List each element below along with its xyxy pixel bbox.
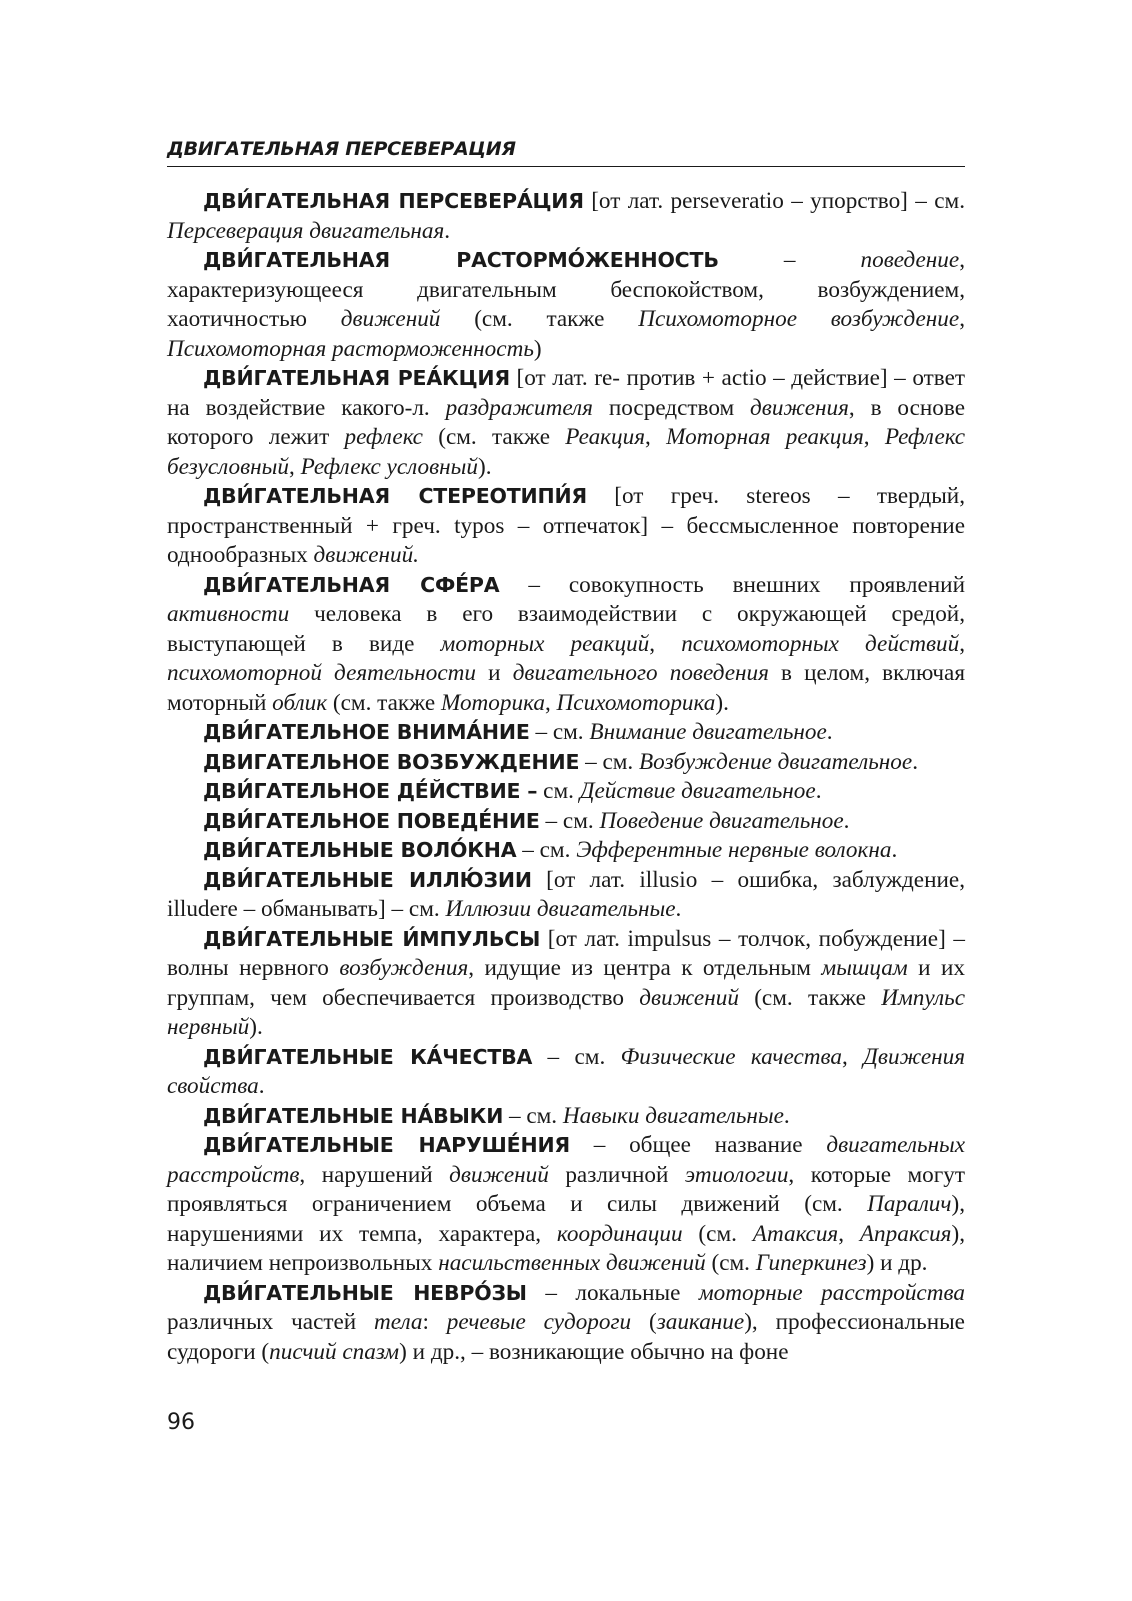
definition-text: различных частей	[167, 1309, 375, 1335]
entry-term: ДВИГАТЕЛЬНОЕ ВОЗБУЖДЕНИЕ	[203, 749, 580, 774]
entry-term: ДВИ́ГАТЕЛЬНЫЕ ВОЛО́КНА	[203, 838, 517, 862]
definition-text: .	[912, 748, 918, 775]
cross-reference: движений.	[313, 542, 419, 568]
cross-reference: насильственных движений	[438, 1250, 706, 1276]
cross-reference: Иллюзии двигательные	[445, 896, 676, 922]
definition-text: ).	[715, 689, 729, 716]
definition-text: – см.	[529, 719, 590, 745]
definition-text: [от лат. impulsus – толчок, побуждение] – волны нервного	[167, 925, 965, 981]
cross-reference: облик	[272, 689, 328, 716]
definition-text: , нарушений	[299, 1161, 450, 1188]
dictionary-entry	[167, 571, 965, 719]
dictionary-entry	[167, 866, 965, 925]
cross-reference: Паралич	[867, 1191, 952, 1217]
definition-text: – совокупность внешних проявлений	[499, 571, 965, 598]
definition-text: и их группам, чем обеспечивается производство	[167, 955, 965, 1011]
definition-text: .	[815, 778, 822, 804]
dictionary-entry	[167, 1043, 965, 1102]
definition-text: ,	[959, 306, 965, 332]
cross-reference: Движения свойства	[167, 1043, 965, 1099]
cross-reference: Эфферентные нервные волокна	[576, 837, 892, 863]
cross-reference: Психомоторика	[556, 689, 716, 716]
cross-reference: Импульс нервный	[167, 984, 966, 1040]
cross-reference: Рефлекс условный	[300, 453, 478, 480]
definition-text: ,	[842, 1043, 864, 1070]
dictionary-entry	[167, 748, 965, 778]
cross-reference: раздражителя	[445, 394, 593, 421]
definition-text: – см.	[516, 837, 577, 863]
entry-term: ДВИ́ГАТЕЛЬНОЕ ВНИМА́НИЕ	[203, 720, 530, 744]
cross-reference: Апраксия	[859, 1220, 952, 1247]
cross-reference: Возбуждение двигательное	[639, 748, 913, 775]
cross-reference: заикание	[656, 1309, 745, 1335]
cross-reference: Реакция	[565, 424, 645, 450]
entry-term: ДВИ́ГАТЕЛЬНОЕ ПОВЕДЕ́НИЕ	[203, 808, 540, 833]
definition-text: , идущие из центра к отдельным	[468, 955, 822, 981]
entry-term: ДВИ́ГАТЕЛЬНАЯ СФЕ́РА	[203, 572, 500, 597]
definition-text: – см.	[532, 1043, 621, 1070]
cross-reference: этиологии	[684, 1161, 789, 1188]
cross-reference: рефлекс	[344, 424, 423, 450]
cross-reference: Внимание двигательное	[589, 719, 827, 745]
entry-term: ДВИ́ГАТЕЛЬНЫЕ НА́ВЫКИ	[203, 1103, 504, 1128]
definition-text: ), наличием непроизвольных	[167, 1220, 965, 1276]
entries-list	[167, 187, 965, 1367]
definition-text: (см.	[705, 1250, 756, 1276]
definition-text: – см.	[539, 807, 600, 834]
definition-text: (см. также	[440, 306, 639, 332]
dictionary-page	[167, 0, 965, 1601]
dictionary-entry	[167, 718, 965, 748]
definition-text: , в основе которого лежит	[167, 394, 965, 450]
dictionary-entry	[167, 807, 965, 837]
cross-reference: психомоторных действий	[681, 630, 960, 657]
cross-reference: двигательного поведения	[512, 660, 769, 686]
running-head: ДВИГАТЕЛЬНАЯ ПЕРСЕВЕРАЦИЯ	[167, 138, 965, 167]
definition-text: ) и др.	[866, 1250, 928, 1276]
cross-reference: Гиперкинез	[755, 1250, 867, 1276]
definition-text: ), профессиональные судороги (	[167, 1309, 965, 1365]
definition-text: – см.	[579, 748, 640, 775]
definition-text: .	[258, 1073, 265, 1099]
dictionary-entry	[167, 482, 965, 571]
cross-reference: Моторика	[440, 689, 545, 716]
definition-text: .	[826, 719, 833, 745]
definition-text: ,	[959, 630, 966, 657]
cross-reference: активности	[167, 601, 290, 627]
definition-text: .	[675, 896, 682, 922]
definition-text: различной	[548, 1161, 685, 1188]
definition-text: ), нарушениями их темпа, характера,	[167, 1191, 965, 1247]
definition-text: ) и др., – возникающие обычно на фоне	[399, 1338, 789, 1365]
cross-reference: тела	[374, 1309, 423, 1335]
cross-reference: Моторная реакция	[666, 424, 864, 450]
cross-reference: координации	[556, 1220, 683, 1247]
definition-text: ).	[249, 1014, 263, 1040]
dictionary-entry	[167, 364, 965, 482]
cross-reference: поведение	[860, 247, 960, 273]
definition-text: .	[783, 1102, 790, 1129]
definition-text: посредством	[592, 394, 751, 421]
entry-term: ДВИ́ГАТЕЛЬНАЯ ПЕРСЕВЕРА́ЦИЯ	[203, 189, 584, 213]
entry-term: ДВИ́ГАТЕЛЬНЫЕ КА́ЧЕСТВА	[203, 1044, 533, 1069]
cross-reference: писчий спазм	[269, 1338, 400, 1365]
entry-term: ДВИ́ГАТЕЛЬНЫЕ НЕВРО́ЗЫ	[203, 1280, 527, 1305]
definition-text: ).	[477, 453, 492, 480]
cross-reference: двигательных расстройств	[167, 1132, 965, 1188]
definition-text: )	[533, 335, 542, 362]
entry-term: ДВИ́ГАТЕЛЬНЫЕ НАРУШЕ́НИЯ	[203, 1133, 570, 1157]
definition-text: .	[843, 807, 850, 834]
definition-text: (см. также	[327, 689, 441, 716]
cross-reference: психомоторной деятельности	[167, 660, 476, 686]
definition-text: (см. также	[738, 984, 882, 1011]
definition-text: ,	[645, 424, 667, 450]
dictionary-entry	[167, 777, 965, 807]
definition-text: ,	[544, 689, 557, 716]
entry-term: ДВИ́ГАТЕЛЬНАЯ РЕА́КЦИЯ	[203, 366, 510, 390]
dictionary-entry	[167, 1102, 965, 1132]
definition-text: в целом, включая моторный	[167, 660, 965, 716]
definition-text: [от греч. stereos – твердый, пространственный + греч. typos – отпечаток] – бессмысленное повторение однообразных	[167, 483, 965, 568]
cross-reference: Рефлекс безусловный	[167, 424, 966, 480]
entry-term: ДВИ́ГАТЕЛЬНОЕ ДЕ́ЙСТВИЕ –	[203, 779, 538, 803]
definition-text: [от лат. re- против + actio – действие] – ответ на воздействие какого-л.	[167, 365, 965, 421]
definition-text: [от лат. perseveratio – упорство] – см.	[583, 188, 966, 214]
dictionary-entry	[167, 187, 965, 246]
cross-reference: Навыки двигательные	[562, 1102, 784, 1129]
cross-reference: мышцам	[821, 955, 908, 981]
entry-term: ДВИ́ГАТЕЛЬНЫЕ И́МПУЛЬСЫ	[203, 926, 541, 951]
cross-reference: движений	[639, 984, 739, 1011]
cross-reference: речевые судороги	[446, 1309, 632, 1335]
definition-text: ,	[863, 424, 885, 450]
definition-text: (см. также	[422, 424, 566, 450]
page-number: 96	[167, 1410, 195, 1435]
entry-term: ДВИ́ГАТЕЛЬНЫЕ ИЛЛЮ́ЗИИ	[203, 867, 532, 892]
cross-reference: Атаксия	[752, 1220, 839, 1247]
definition-text: (см.	[682, 1220, 753, 1247]
dictionary-entry	[167, 1279, 965, 1368]
definition-text: ,	[649, 630, 682, 657]
definition-text: , которые могут проявляться ограничением объема и силы движений (см.	[167, 1161, 965, 1217]
dictionary-entry	[167, 246, 965, 364]
cross-reference: моторные расстройства	[698, 1279, 965, 1306]
definition-text: .	[891, 837, 898, 863]
definition-text: и	[476, 660, 513, 686]
cross-reference: Физические качества	[620, 1043, 843, 1070]
cross-reference: возбуждения	[339, 955, 469, 981]
dictionary-entry	[167, 1131, 965, 1279]
cross-reference: Персеверация двигательная	[167, 217, 445, 244]
definition-text: человека в его взаимодействии с окружающей средой, выступающей в виде	[167, 601, 965, 657]
definition-text: см.	[537, 778, 580, 804]
definition-text: – локальные	[526, 1279, 699, 1306]
cross-reference: движения	[750, 394, 849, 421]
cross-reference: движений	[449, 1161, 549, 1188]
definition-text: –	[718, 247, 861, 273]
definition-text: – общее название	[569, 1132, 827, 1158]
definition-text: :	[422, 1309, 447, 1335]
definition-text: (	[631, 1309, 657, 1335]
cross-reference: моторных реакций	[440, 630, 650, 657]
definition-text: – см.	[503, 1102, 563, 1129]
cross-reference: движений	[340, 306, 441, 332]
dictionary-entry	[167, 836, 965, 866]
definition-text: , характеризующееся двигательным беспокойством, возбуждением, хаотичностью	[167, 247, 965, 332]
definition-text: ,	[838, 1220, 860, 1247]
entry-term: ДВИ́ГАТЕЛЬНАЯ СТЕРЕОТИПИ́Я	[203, 484, 587, 508]
cross-reference: Психомоторная расторможенность	[167, 335, 534, 362]
cross-reference: Психомоторное возбуждение	[638, 306, 960, 332]
dictionary-entry	[167, 925, 965, 1043]
definition-text: [от лат. illusio – ошибка, заблуждение, illudere – обманывать] – см.	[167, 866, 966, 922]
cross-reference: Действие двигательное	[579, 778, 816, 804]
cross-reference: Поведение двигательное	[599, 807, 844, 834]
definition-text: ,	[288, 453, 301, 480]
definition-text: .	[444, 217, 451, 244]
entry-term: ДВИ́ГАТЕЛЬНАЯ РАСТОРМО́ЖЕННОСТЬ	[203, 248, 719, 272]
